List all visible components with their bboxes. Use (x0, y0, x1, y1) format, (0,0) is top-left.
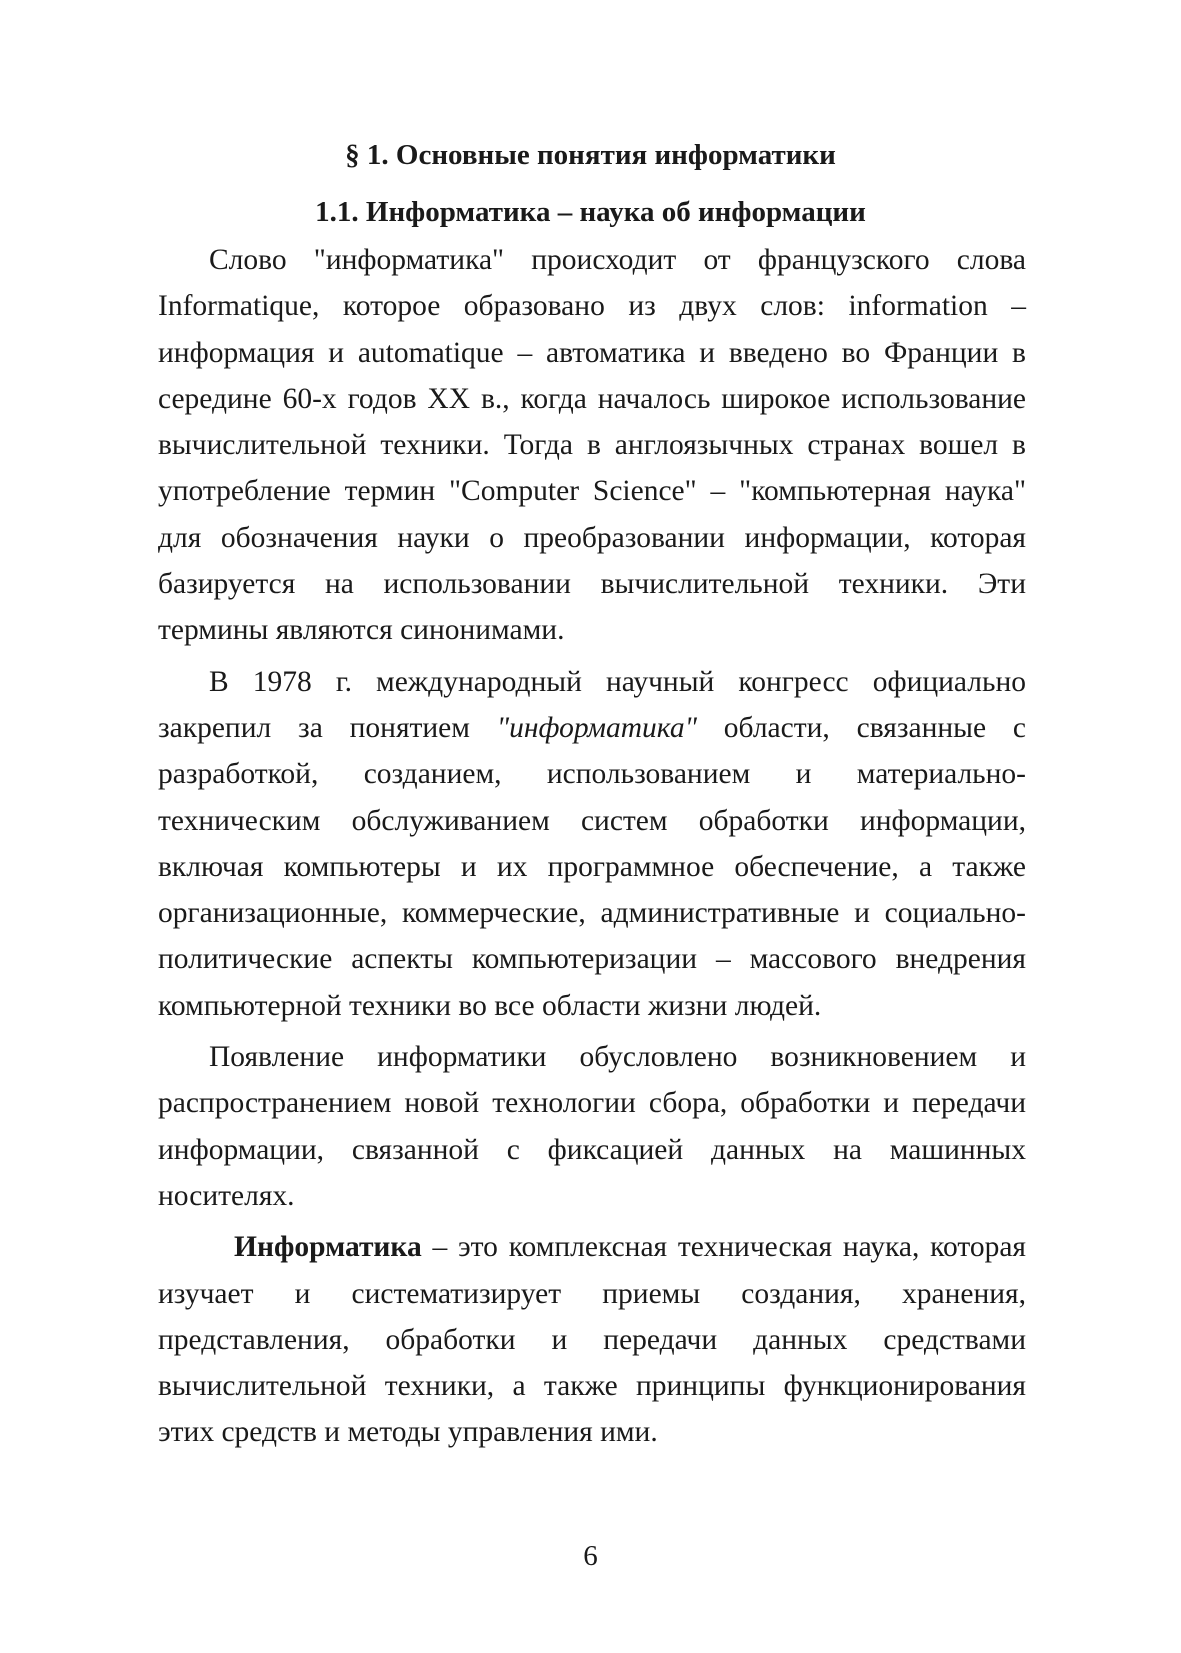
paragraph-definition (158, 1224, 1026, 1455)
bold-term-informatika: Информатика (234, 1231, 422, 1264)
paragraph-congress-1978 (158, 659, 1026, 1029)
page-number: 6 (583, 1540, 598, 1572)
paragraph-congress-text-end: области, связанные с разработкой, созданием, использованием и материально-техническим обслуживанием систем обработки информации, включая компьютеры и их программное обеспечение, а также организационные, коммерческие, административные и социально-политические аспекты компьютеризации – массового внедрения компьютерной техники во все области жизни людей. (158, 711, 1026, 1022)
body-text (158, 237, 1026, 1456)
italic-term-informatika: "информатика" (496, 711, 697, 744)
paragraph-emergence: Появление информатики обусловлено возникновением и распространением новой технологии сбора, обработки и передачи информации, связанной с фиксацией данных на машинных носителях. (158, 1041, 1026, 1212)
paragraph-etymology: Слово "информатика" происходит от французского слова Informatique, которое образовано из двух слов: information – информация и automatique – автоматика и введено во Франции в середине 60-х годов XX в., когда началось широкое использование вычислительной техники. Тогда в англоязычных странах вошел в употребление термин "Computer Science" – "компьютерная наука" для обозначения науки о преобразовании информации, которая базируется на использовании вычислительной техники. Эти термины являются синонимами. (158, 244, 1026, 647)
subsection-title: 1.1. Информатика – наука об информации (315, 196, 866, 228)
paragraph-congress-text-start: В 1978 г. международный научный конгресс официально закрепил за понятием (158, 665, 1026, 744)
paragraph-definition-text: – это комплексная техническая наука, которая изучает и систематизирует приемы создания, хранения, представления, обработки и передачи данных средствами вычислительной техники, а также принципы функционирования этих средств и методы управления ими. (158, 1231, 1026, 1449)
section-title: § 1. Основные понятия информатики (345, 139, 836, 171)
